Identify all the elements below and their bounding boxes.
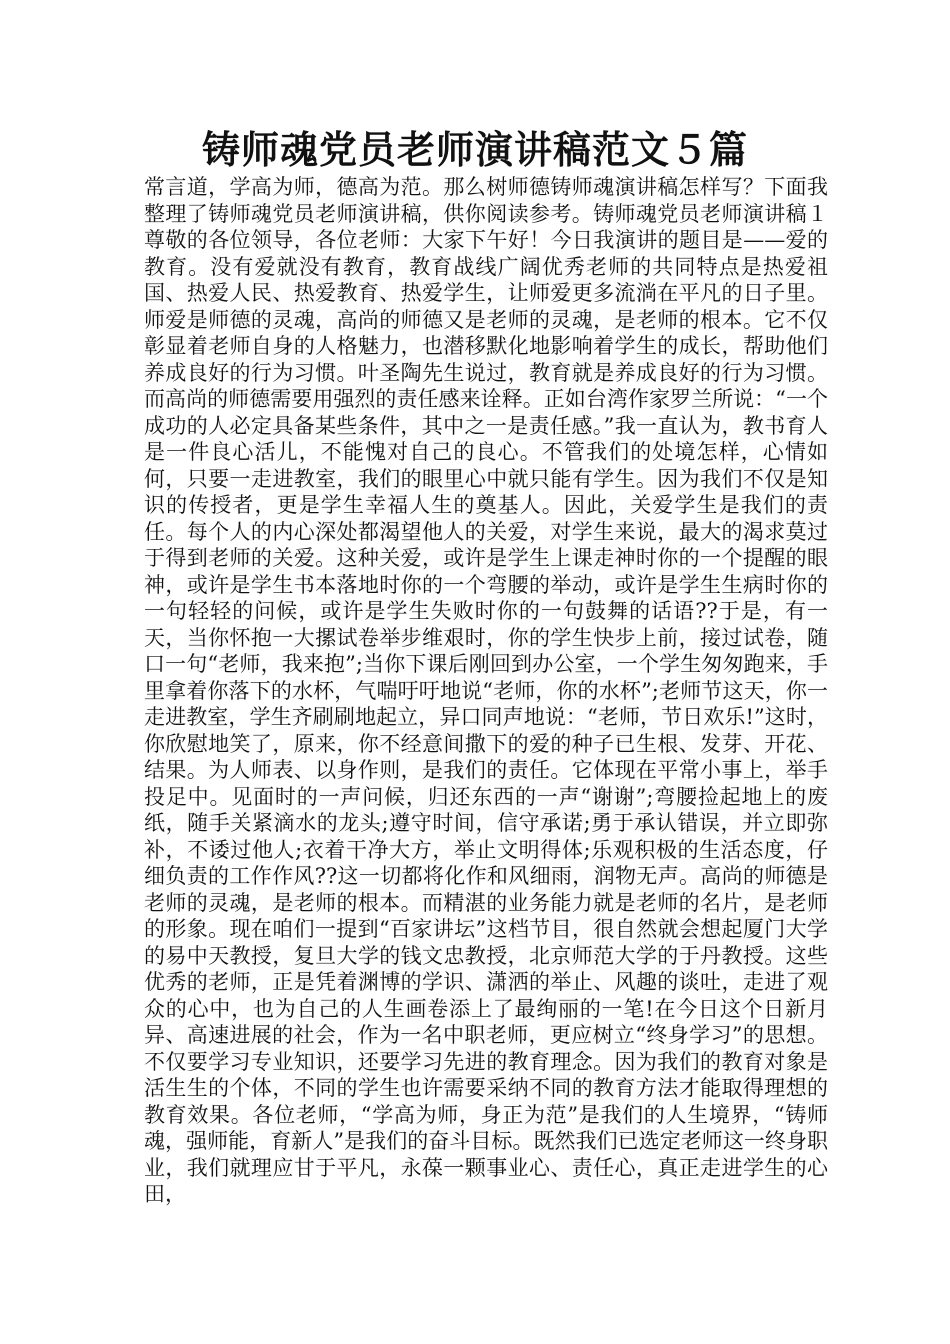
document-body: 常言道，学高为师，德高为范。那么树师德铸师魂演讲稿怎样写？下面我整理了铸师魂党员老师演讲稿，供你阅读参考。铸师魂党员老师演讲稿１尊敬的各位领导，各位老师：大家下午好！今日我演讲的题目是——爱的教育。没有爱就没有教育，教育战线广阔优秀老师的共同特点是热爱祖国、热爱人民、热爱教育、热爱学生，让师爱更多流淌在平凡的日子里。师爱是师德的灵魂，高尚的师德又是老师的灵魂，是老师的根本。它不仅彰显着老师自身的人格魅力，也潜移默化地影响着学生的成长，帮助他们养成良好的行为习惯。叶圣陶先生说过，教育就是养成良好的行为习惯。而高尚的师德需要用强烈的责任感来诠释。正如台湾作家罗兰所说：“一个成功的人必定具备某些条件，其中之一是责任感。”我一直认为，教书育人是一件良心活儿，不能愧对自己的良心。不管我们的处境怎样，心情如何，只要一走进教室，我们的眼里心中就只能有学生。因为我们不仅是知识的传授者，更是学生幸福人生的奠基人。因此，关爱学生是我们的责任。每个人的内心深处都渴望他人的关爱，对学生来说，最大的渴求莫过于得到老师的关爱。这种关爱，或许是学生上课走神时你的一个提醒的眼神，或许是学生书本落地时你的一个弯腰的举动，或许是学生生病时你的一句轻轻的问候，或许是学生失败时你的一句鼓舞的话语??于是，有一天，当你怀抱一大摞试卷举步维艰时，你的学生快步上前，接过试卷，随口一句“老师，我来抱”;当你下课后刚回到办公室，一个学生匆匆跑来，手里拿着你落下的水杯，气喘吁吁地说“老师，你的水杯”;老师节这天，你一走进教室，学生齐刷刷地起立，异口同声地说：“老师，节日欢乐!”这时，你欣慰地笑了，原来，你不经意间撒下的爱的种子已生根、发芽、开花、结果。为人师表、以身作则，是我们的责任。它体现在平常小事上，举手投足中。见面时的一声问候，归还东西的一声“谢谢”;弯腰捡起地上的废纸，随手关紧滴水的龙头;遵守时间，信守承诺;勇于承认错误，并立即弥补，不诿过他人;衣着干净大方，举止文明得体;乐观积极的生活态度，仔细负责的工作作风??这一切都将化作和风细雨，润物无声。高尚的师德是老师的灵魂，是老师的根本。而精湛的业务能力就是老师的名片，是老师的形象。现在咱们一提到“百家讲坛”这档节目，很自然就会想起厦门大学的易中天教授，复旦大学的钱文忠教授，北京师范大学的于丹教授。这些优秀的老师，正是凭着渊博的学识、潇洒的举止、风趣的谈吐，走进了观众的心中，也为自己的人生画卷添上了最绚丽的一笔!在今日这个日新月异、高速进展的社会，作为一名中职老师，更应树立“终身学习”的思想。不仅要学习专业知识，还要学习先进的教育理念。因为我们的教育对象是活生生的个体，不同的学生也许需要采纳不同的教育方法才能取得理想的教育效果。各位老师，“学高为师，身正为范”是我们的人生境界，“铸师魂，强师能，育新人”是我们的奋斗目标。既然我们已选定老师这一终身职业，我们就理应甘于平凡，永葆一颗事业心、责任心，真正走进学生的心田， (144, 175, 828, 1206)
document-title: 铸师魂党员老师演讲稿范文５篇 (201, 128, 748, 172)
